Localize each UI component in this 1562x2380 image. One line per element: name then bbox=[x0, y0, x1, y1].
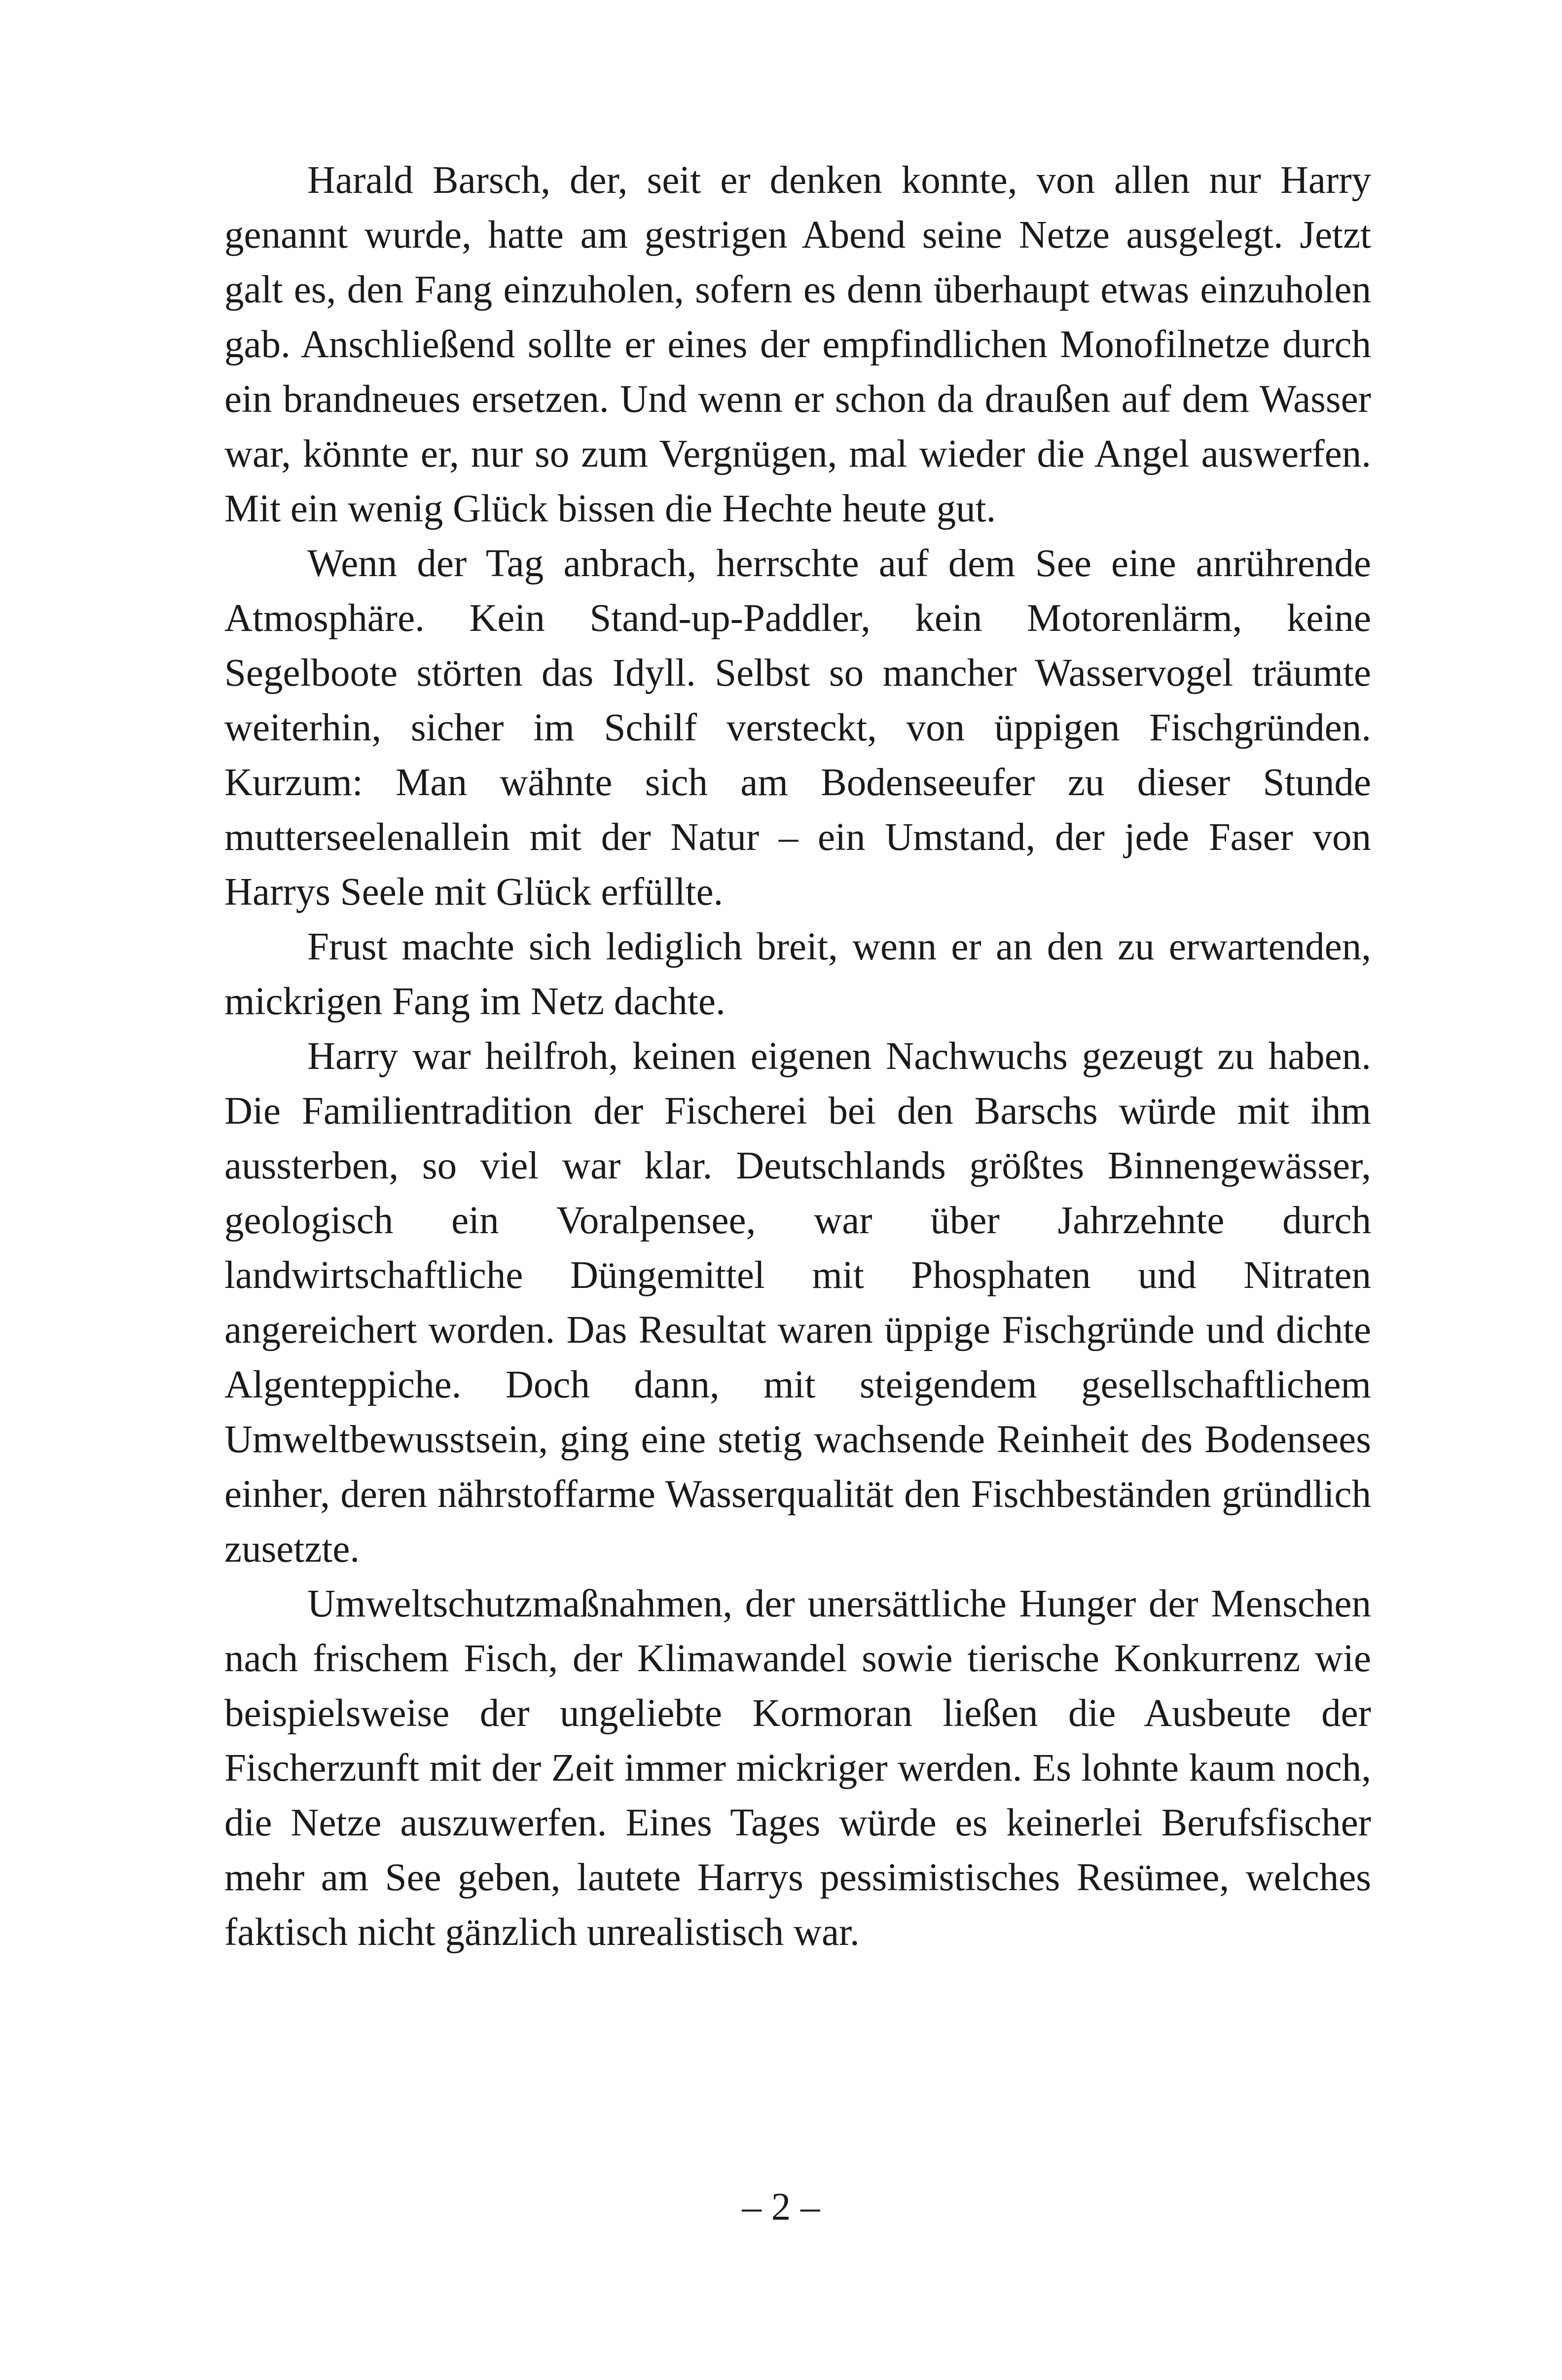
paragraph-1: Harald Barsch, der, seit er denken konnte, von allen nur Harry genannt wurde, hatte am gestrigen Abend seine Netze ausgelegt. Jetzt galt es, den Fang einzuholen, sofern es denn überhaupt etwas einzuholen gab. Anschließend sollte er eines der empfindlichen Monofilnetze durch ein brandneues ersetzen. Und wenn er schon da draußen auf dem Wasser war, könnte er, nur so zum Vergnügen, mal wieder die Angel auswerfen. Mit ein wenig Glück bissen die Hechte heute gut. bbox=[224, 159, 1371, 530]
page-number: – 2 – bbox=[742, 2186, 820, 2229]
paragraph-4: Harry war heilfroh, keinen eigenen Nachwuchs gezeugt zu haben. Die Familientradition der Fischerei bei den Barschs würde mit ihm aussterben, so viel war klar. Deutschlands größtes Binnengewässer, geologisch ein Voralpensee, war über Jahrzehnte durch landwirtschaftliche Düngemittel mit Phosphaten und Nitraten angereichert worden. Das Resultat waren üppige Fischgründe und dichte Algenteppiche. Doch dann, mit steigendem gesellschaftlichem Umweltbewusstsein, ging eine stetig wachsende Reinheit des Bodensees einher, deren nährstoffarme Wasserqualität den Fischbeständen gründlich zusetzte. bbox=[224, 1035, 1371, 1571]
body-text bbox=[224, 153, 1371, 1960]
paragraph-3: Frust machte sich lediglich breit, wenn er an den zu erwartenden, mickrigen Fang im Netz dachte. bbox=[224, 925, 1371, 1023]
paragraph-2: Wenn der Tag anbrach, herrschte auf dem See eine anrührende Atmosphäre. Kein Stand-up-Paddler, kein Motorenlärm, keine Segelboote störten das Idyll. Selbst so mancher Wasservogel träumte weiterhin, sicher im Schilf versteckt, von üppigen Fischgründen. Kurzum: Man wähnte sich am Bodenseeufer zu dieser Stunde mutterseelenallein mit der Natur – ein Umstand, der jede Faser von Harrys Seele mit Glück erfüllte. bbox=[224, 542, 1371, 914]
paragraph-5: Umweltschutzmaßnahmen, der unersättliche Hunger der Menschen nach frischem Fisch, der Klimawandel sowie tierische Konkurrenz wie beispielsweise der ungeliebte Kormoran ließen die Ausbeute der Fischerzunft mit der Zeit immer mickriger werden. Es lohnte kaum noch, die Netze auszuwerfen. Eines Tages würde es keinerlei Berufsfischer mehr am See geben, lautete Harrys pessimistisches Resümee, welches faktisch nicht gänzlich unrealistisch war. bbox=[224, 1582, 1371, 1954]
